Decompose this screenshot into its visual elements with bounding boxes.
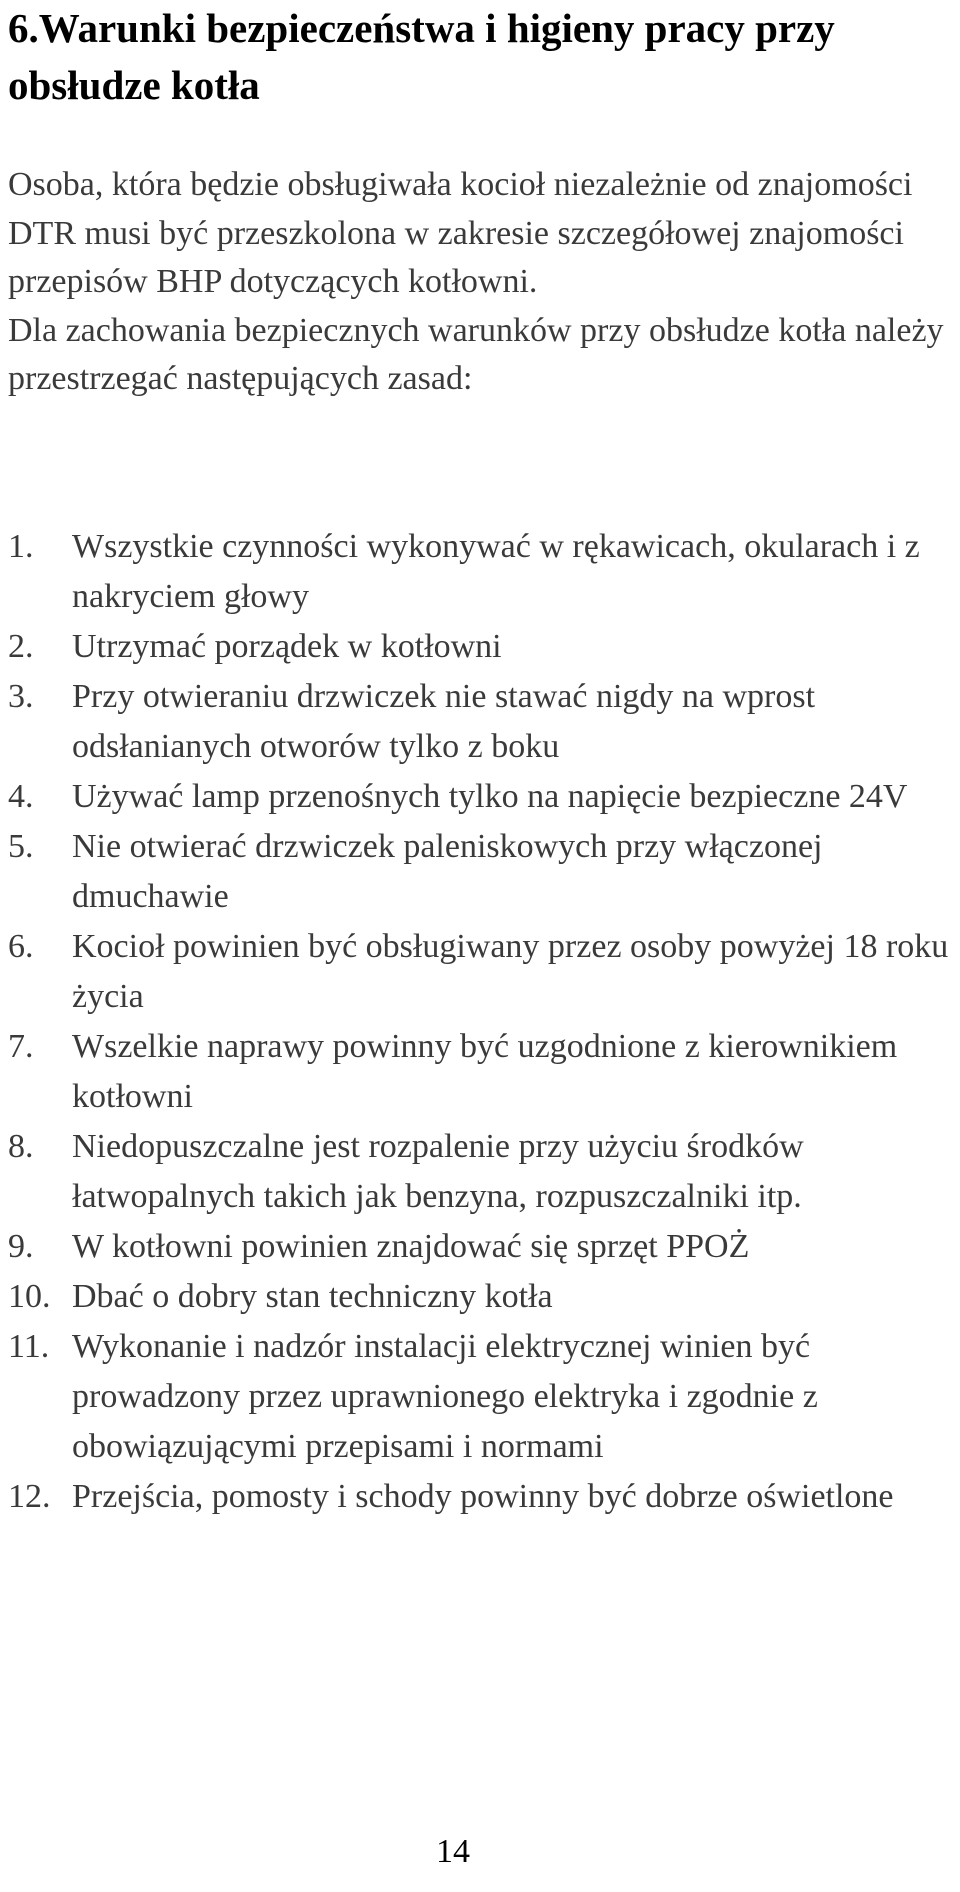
list-item (8, 622, 953, 672)
list-item-text: Kocioł powinien być obsługiwany przez osoby powyżej 18 roku życia (72, 928, 949, 1015)
list-item (8, 1272, 953, 1322)
list-item-number: 2. (8, 628, 34, 665)
section-title: 6.Warunki bezpieczeństwa i higieny pracy przy obsłudze kotła (8, 5, 835, 108)
list-item-text: Wszystkie czynności wykonywać w rękawicach, okularach i z nakryciem głowy (72, 528, 920, 615)
list-item-number: 3. (8, 678, 34, 715)
list-item-text: Niedopuszczalne jest rozpalenie przy użyciu środków łatwopalnych takich jak benzyna, rozpuszczalniki itp. (72, 1128, 804, 1215)
list-item-number: 1. (8, 528, 34, 565)
list-item-text: Przy otwieraniu drzwiczek nie stawać nigdy na wprost odsłanianych otworów tylko z boku (72, 678, 816, 765)
list-item (8, 522, 953, 622)
list-item-text: W kotłowni powinien znajdować się sprzęt PPOŻ (72, 1228, 750, 1265)
list-item-text: Wszelkie naprawy powinny być uzgodnione z kierownikiem kotłowni (72, 1028, 898, 1115)
page-number: 14 (436, 1833, 470, 1870)
intro-paragraph-rules: Dla zachowania bezpiecznych warunków przy obsłudze kotła należy przestrzegać następujących zasad: (8, 311, 944, 397)
list-item-number: 6. (8, 928, 34, 965)
list-item-number: 7. (8, 1028, 34, 1065)
list-item-number: 5. (8, 828, 34, 865)
list-item-text: Używać lamp przenośnych tylko na napięcie bezpieczne 24V (72, 778, 908, 815)
list-item (8, 1222, 953, 1272)
list-item (8, 1472, 953, 1522)
list-item-text: Przejścia, pomosty i schody powinny być dobrze oświetlone (72, 1478, 894, 1515)
list-item (8, 1022, 953, 1122)
list-item-number: 12. (8, 1478, 51, 1515)
list-item (8, 1322, 953, 1472)
intro-paragraph-training: Osoba, która będzie obsługiwała kocioł niezależnie od znajomości DTR musi być przeszkolona w zakresie szczegółowej znajomości przepisów BHP dotyczących kotłowni. (8, 166, 913, 300)
list-item (8, 672, 953, 772)
intro-text (8, 161, 953, 404)
list-item-number: 4. (8, 778, 34, 815)
list-item-text: Dbać o dobry stan techniczny kotła (72, 1278, 553, 1315)
list-item-text: Wykonanie i nadzór instalacji elektrycznej winien być prowadzony przez uprawnionego elektryka i zgodnie z obowiązującymi przepisami i normami (72, 1328, 818, 1465)
list-item (8, 822, 953, 922)
list-item (8, 1122, 953, 1222)
list-item-number: 10. (8, 1278, 51, 1315)
list-item-number: 11. (8, 1328, 50, 1365)
list-item-number: 9. (8, 1228, 34, 1265)
list-item (8, 922, 953, 1022)
safety-rules-list (8, 522, 953, 1522)
list-item-number: 8. (8, 1128, 34, 1165)
list-item-text: Utrzymać porządek w kotłowni (72, 628, 502, 665)
list-item-text: Nie otwierać drzwiczek paleniskowych przy włączonej dmuchawie (72, 828, 823, 915)
list-item (8, 772, 953, 822)
